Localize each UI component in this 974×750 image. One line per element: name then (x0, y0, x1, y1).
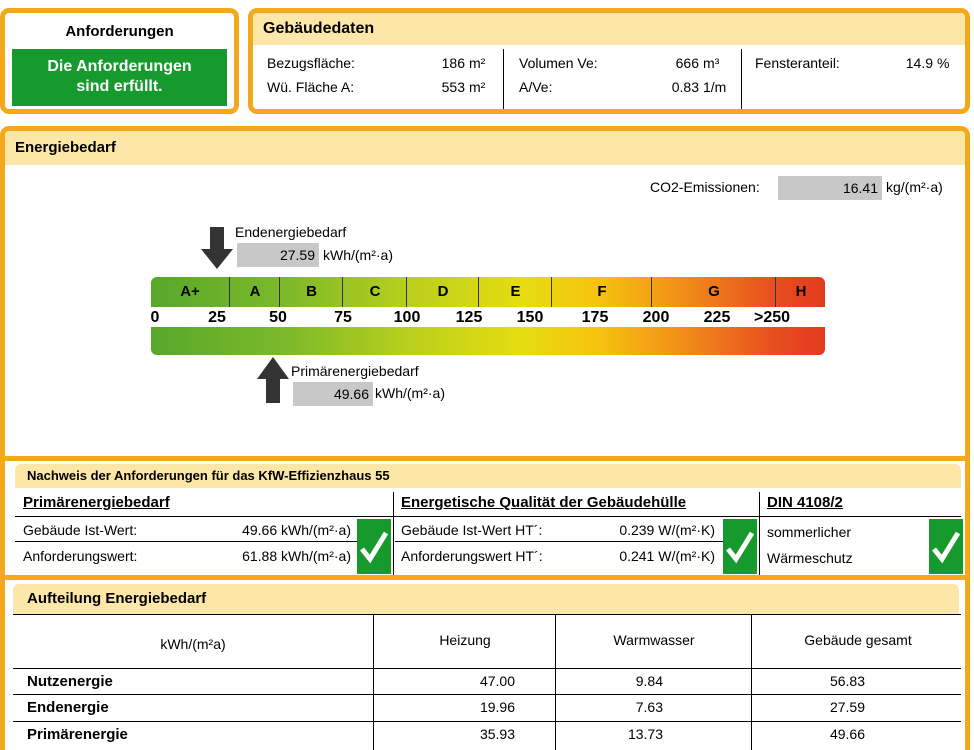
ref-area-unit: m² (469, 55, 486, 71)
grid-line (759, 492, 760, 576)
grid-line (13, 668, 961, 669)
class-label: A+ (180, 283, 200, 300)
requirements-status-line1: Die Anforderungen (47, 58, 192, 75)
window-value: 14.9 (905, 55, 933, 71)
din-line2: Wärmeschutz (767, 550, 853, 566)
efficiency-gradient-bar (151, 327, 825, 355)
class-label: A (249, 283, 261, 300)
ref-area-value: 186 (441, 55, 465, 71)
end-energy-value: 27.59 (237, 243, 319, 267)
class-cell (480, 277, 552, 307)
split-panel (0, 575, 970, 750)
column-header: kWh/(m²a) (160, 636, 226, 652)
building-title: Gebäudedaten (253, 13, 965, 45)
envelope-actual-value: 0.239 W/(m²·K) (619, 522, 715, 538)
grid-line (373, 614, 374, 750)
envelope-req-label: Anforderungswert HT´: (401, 548, 543, 564)
tick-label: 150 (516, 309, 544, 326)
check-icon (357, 519, 391, 574)
tick-label: 100 (393, 309, 421, 326)
grid-line (393, 492, 394, 576)
co2-value: 16.41 (778, 176, 882, 200)
cell-value: 7.63 (635, 699, 663, 715)
arrow-down-icon (201, 227, 233, 269)
grid-line (395, 541, 725, 542)
grid-line (13, 614, 961, 615)
volume-value: 666 (675, 55, 699, 71)
check-icon (929, 519, 963, 574)
cell-value: 13.73 (627, 726, 663, 742)
row-label: Primärenergie (27, 726, 128, 743)
window-label: Fensteranteil: (755, 55, 840, 71)
kfw-panel (0, 456, 970, 582)
ratio-value: 0.83 (671, 79, 699, 95)
class-cell (553, 277, 652, 307)
column-header: Heizung (439, 632, 491, 648)
class-label: H (795, 283, 807, 300)
ratio-label: A/Ve: (519, 79, 553, 95)
requirements-panel (0, 8, 239, 114)
co2-label: CO2-Emissionen: (650, 179, 760, 195)
tick-label: >250 (753, 309, 791, 326)
co2-unit: kg/(m²·a) (886, 179, 943, 195)
primary-energy-unit: kWh/(m²·a) (375, 385, 445, 401)
class-cell (653, 277, 776, 307)
end-energy-label: Endenergiebedarf (235, 224, 347, 240)
check-icon (723, 519, 757, 574)
tick-label: 25 (208, 309, 226, 326)
end-energy-unit: kWh/(m²·a) (323, 247, 393, 263)
window-unit: % (937, 55, 950, 71)
tick-label: 125 (455, 309, 483, 326)
class-label: D (437, 283, 449, 300)
primary-energy-label: Primärenergiebedarf (291, 363, 419, 379)
building-panel (248, 8, 970, 114)
row-label: Endenergie (27, 699, 109, 716)
separator (5, 456, 965, 461)
class-cell (281, 277, 343, 307)
cell-value: 49.66 (829, 726, 865, 742)
requirements-title: Anforderungen (65, 23, 174, 40)
class-label: C (369, 283, 381, 300)
grid-line (751, 614, 752, 750)
tick-label: 0 (150, 309, 160, 326)
class-cell (151, 277, 230, 307)
volume-label: Volumen Ve: (519, 55, 598, 71)
class-label: F (597, 283, 607, 300)
envelope-req-value: 0.241 W/(m²·K) (619, 548, 715, 564)
tick-label: 50 (269, 309, 287, 326)
divider (741, 49, 742, 109)
tick-label: 225 (703, 309, 731, 326)
tick-label: 175 (581, 309, 609, 326)
heat-area-unit: m² (469, 79, 486, 95)
ref-area-label: Bezugsfläche: (267, 55, 355, 71)
tick-label: 200 (642, 309, 670, 326)
energy-panel (0, 126, 970, 456)
cell-value: 47.00 (479, 673, 515, 689)
class-label: E (510, 283, 521, 300)
divider (503, 49, 504, 109)
primary-actual-value: 49.66 kWh/(m²·a) (242, 522, 351, 538)
tick-label: 75 (334, 309, 352, 326)
cell-value: 27.59 (829, 699, 865, 715)
ratio-unit: 1/m (703, 79, 727, 95)
class-label: B (306, 283, 317, 300)
cell-value: 35.93 (479, 726, 515, 742)
grid-line (15, 516, 961, 517)
grid-line (555, 614, 556, 750)
din-heading: DIN 4108/2 (767, 494, 843, 511)
row-label: Nutzenergie (27, 673, 113, 690)
class-cell (344, 277, 407, 307)
kfw-title: Nachweis der Anforderungen für das KfW-Effizienzhaus 55 (15, 464, 961, 488)
heat-area-value: 553 (441, 79, 465, 95)
arrow-up-icon (257, 357, 289, 403)
cell-value: 56.83 (829, 673, 865, 689)
grid-line (13, 721, 961, 722)
class-cell (231, 277, 280, 307)
din-line1: sommerlicher (767, 524, 852, 540)
requirements-status-line2: sind erfüllt. (76, 78, 163, 95)
class-label: G (708, 283, 720, 300)
primary-actual-label: Gebäude Ist-Wert: (23, 522, 138, 538)
grid-line (15, 541, 391, 542)
efficiency-class-bar (151, 277, 825, 307)
primary-req-value: 61.88 kWh/(m²·a) (242, 548, 351, 564)
column-header: Warmwasser (613, 632, 695, 648)
envelope-actual-label: Gebäude Ist-Wert HT´: (401, 522, 543, 538)
volume-unit: m³ (703, 55, 720, 71)
requirements-status (12, 49, 227, 106)
heat-area-label: Wü. Fläche A: (267, 79, 355, 95)
split-title: Aufteilung Energiebedarf (13, 584, 959, 614)
envelope-heading: Energetische Qualität der Gebäudehülle (401, 494, 687, 511)
class-cell (408, 277, 479, 307)
primary-req-label: Anforderungswert: (23, 548, 138, 564)
cell-value: 19.96 (479, 699, 515, 715)
energy-title: Energiebedarf (5, 131, 965, 165)
class-cell (777, 277, 825, 307)
column-header: Gebäude gesamt (804, 632, 912, 648)
primary-energy-value: 49.66 (293, 382, 373, 406)
grid-line (13, 694, 961, 695)
cell-value: 9.84 (635, 673, 663, 689)
primary-heading: Primärenergiebedarf (23, 494, 170, 511)
